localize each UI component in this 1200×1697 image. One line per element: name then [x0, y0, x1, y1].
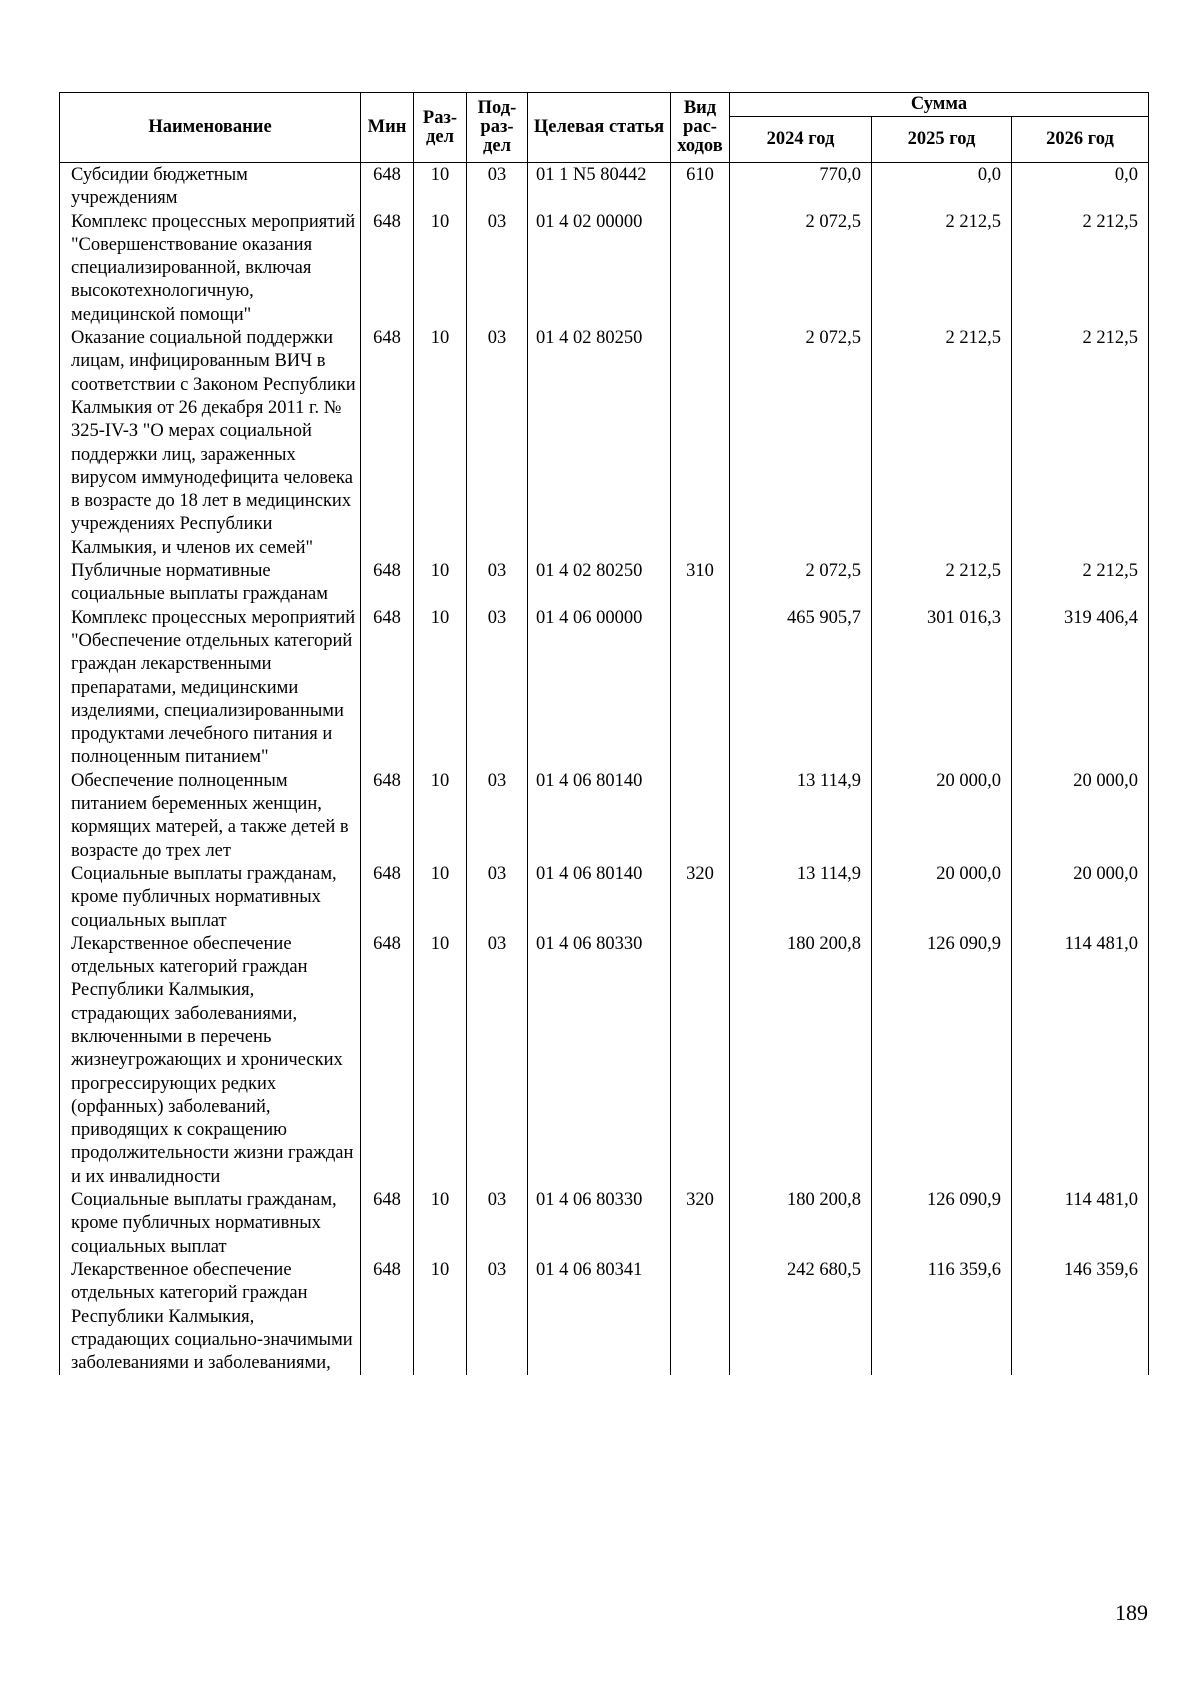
row-statya: 01 4 06 80140 [528, 863, 671, 933]
row-razdel: 10 [414, 863, 467, 933]
row-name: Оказание социальной поддержки лицам, инфицированным ВИЧ в соответствии с Законом Республики Калмыкия от 26 декабря 2011 г. № 325-IV-З "О мерах социальной поддержки лиц, зараженных вирусом иммунодефицита человека в возрасте до 18 лет в медицинских учреждениях Республики Калмыкия, и членов их семей" [60, 327, 361, 560]
row-statya: 01 4 02 00000 [528, 211, 671, 327]
row-name: Субсидии бюджетным учреждениям [60, 163, 361, 211]
row-podrazdel: 03 [467, 863, 528, 933]
row-sum-2026: 20 000,0 [1012, 863, 1149, 933]
row-sum-2025: 301 016,3 [872, 607, 1012, 770]
header-min: Мин [361, 93, 414, 163]
row-sum-2026: 2 212,5 [1012, 560, 1149, 607]
row-statya: 01 4 06 80330 [528, 1189, 671, 1259]
row-razdel: 10 [414, 1259, 467, 1375]
row-sum-2025: 116 359,6 [872, 1259, 1012, 1375]
table-row [60, 933, 1149, 1189]
row-razdel: 10 [414, 607, 467, 770]
row-sum-2025: 20 000,0 [872, 770, 1012, 863]
row-min: 648 [361, 560, 414, 607]
table-row [60, 327, 1149, 560]
row-name: Социальные выплаты гражданам, кроме публичных нормативных социальных выплат [60, 1189, 361, 1259]
header-summa: Сумма [730, 93, 1149, 117]
row-sum-2025: 0,0 [872, 163, 1012, 211]
row-vid [671, 1259, 730, 1375]
header-year-2026: 2026 год [1012, 117, 1149, 163]
row-statya: 01 4 02 80250 [528, 327, 671, 560]
row-podrazdel: 03 [467, 560, 528, 607]
row-podrazdel: 03 [467, 327, 528, 560]
table-row [60, 770, 1149, 863]
row-min: 648 [361, 863, 414, 933]
row-name: Комплекс процессных мероприятий "Обеспечение отдельных категорий граждан лекарственными препаратами, медицинскими изделиями, специализированными продуктами лечебного питания и полноценным питанием" [60, 607, 361, 770]
row-podrazdel: 03 [467, 1259, 528, 1375]
row-vid [671, 933, 730, 1189]
table-row [60, 1189, 1149, 1259]
row-min: 648 [361, 1259, 414, 1375]
header-podrazdel [467, 93, 528, 163]
budget-table [59, 92, 1149, 1375]
row-vid: 610 [671, 163, 730, 211]
header-vid [671, 93, 730, 163]
row-min: 648 [361, 211, 414, 327]
header-vid-text: Вид рас- ходов [677, 98, 723, 156]
row-sum-2024: 2 072,5 [730, 560, 872, 607]
row-sum-2025: 20 000,0 [872, 863, 1012, 933]
row-vid: 320 [671, 863, 730, 933]
row-statya: 01 4 06 00000 [528, 607, 671, 770]
row-vid [671, 327, 730, 560]
table-body [60, 163, 1149, 1376]
row-razdel: 10 [414, 933, 467, 1189]
row-sum-2024: 180 200,8 [730, 1189, 872, 1259]
row-name: Публичные нормативные социальные выплаты гражданам [60, 560, 361, 607]
row-podrazdel: 03 [467, 770, 528, 863]
row-sum-2024: 465 905,7 [730, 607, 872, 770]
row-podrazdel: 03 [467, 1189, 528, 1259]
row-sum-2025: 2 212,5 [872, 327, 1012, 560]
row-sum-2026: 114 481,0 [1012, 933, 1149, 1189]
row-statya: 01 1 N5 80442 [528, 163, 671, 211]
row-sum-2026: 114 481,0 [1012, 1189, 1149, 1259]
row-statya: 01 4 06 80140 [528, 770, 671, 863]
row-sum-2026: 319 406,4 [1012, 607, 1149, 770]
row-vid [671, 607, 730, 770]
row-name: Социальные выплаты гражданам, кроме публичных нормативных социальных выплат [60, 863, 361, 933]
row-min: 648 [361, 1189, 414, 1259]
header-name: Наименование [60, 93, 361, 163]
row-name: Обеспечение полноценным питанием беременных женщин, кормящих матерей, а также детей в возрасте до трех лет [60, 770, 361, 863]
row-sum-2025: 2 212,5 [872, 211, 1012, 327]
row-razdel: 10 [414, 211, 467, 327]
table-row [60, 163, 1149, 211]
row-razdel: 10 [414, 770, 467, 863]
row-sum-2026: 20 000,0 [1012, 770, 1149, 863]
header-statya: Целевая статья [528, 93, 671, 163]
row-sum-2024: 2 072,5 [730, 327, 872, 560]
table-row [60, 607, 1149, 770]
row-podrazdel: 03 [467, 163, 528, 211]
row-razdel: 10 [414, 1189, 467, 1259]
row-vid [671, 211, 730, 327]
row-razdel: 10 [414, 560, 467, 607]
row-sum-2026: 2 212,5 [1012, 327, 1149, 560]
row-sum-2026: 0,0 [1012, 163, 1149, 211]
page-number: 189 [1115, 1600, 1148, 1625]
row-min: 648 [361, 933, 414, 1189]
row-sum-2024: 770,0 [730, 163, 872, 211]
table-row [60, 1259, 1149, 1375]
row-sum-2024: 2 072,5 [730, 211, 872, 327]
row-sum-2025: 2 212,5 [872, 560, 1012, 607]
row-sum-2025: 126 090,9 [872, 933, 1012, 1189]
row-statya: 01 4 06 80330 [528, 933, 671, 1189]
header-razdel-text: Раз- дел [422, 107, 458, 147]
table-header [60, 93, 1149, 163]
row-sum-2024: 13 114,9 [730, 770, 872, 863]
row-name: Лекарственное обеспечение отдельных категорий граждан Республики Калмыкия, страдающих заболеваниями, включенными в перечень жизнеугрожающих и хронических прогрессирующих редких (орфанных) заболеваний, приводящих к сокращению продолжительности жизни граждан и их инвалидности [60, 933, 361, 1189]
row-statya: 01 4 02 80250 [528, 560, 671, 607]
table-row [60, 560, 1149, 607]
row-sum-2025: 126 090,9 [872, 1189, 1012, 1259]
header-razdel [414, 93, 467, 163]
table-row [60, 211, 1149, 327]
header-podrazdel-text: Под- раз- дел [477, 98, 517, 156]
row-razdel: 10 [414, 163, 467, 211]
row-vid: 310 [671, 560, 730, 607]
row-min: 648 [361, 770, 414, 863]
row-podrazdel: 03 [467, 933, 528, 1189]
row-sum-2024: 13 114,9 [730, 863, 872, 933]
row-sum-2024: 180 200,8 [730, 933, 872, 1189]
row-podrazdel: 03 [467, 607, 528, 770]
row-vid [671, 770, 730, 863]
row-min: 648 [361, 327, 414, 560]
row-sum-2026: 146 359,6 [1012, 1259, 1149, 1375]
row-name: Комплекс процессных мероприятий "Совершенствование оказания специализированной, включая высокотехнологичную, медицинской помощи" [60, 211, 361, 327]
row-sum-2026: 2 212,5 [1012, 211, 1149, 327]
row-vid: 320 [671, 1189, 730, 1259]
row-podrazdel: 03 [467, 211, 528, 327]
row-sum-2024: 242 680,5 [730, 1259, 872, 1375]
header-year-2024: 2024 год [730, 117, 872, 163]
row-statya: 01 4 06 80341 [528, 1259, 671, 1375]
table-row [60, 863, 1149, 933]
row-min: 648 [361, 163, 414, 211]
row-min: 648 [361, 607, 414, 770]
header-year-2025: 2025 год [872, 117, 1012, 163]
row-razdel: 10 [414, 327, 467, 560]
row-name: Лекарственное обеспечение отдельных категорий граждан Республики Калмыкия, страдающих социально-значимыми заболеваниями и заболеваниями, [60, 1259, 361, 1375]
